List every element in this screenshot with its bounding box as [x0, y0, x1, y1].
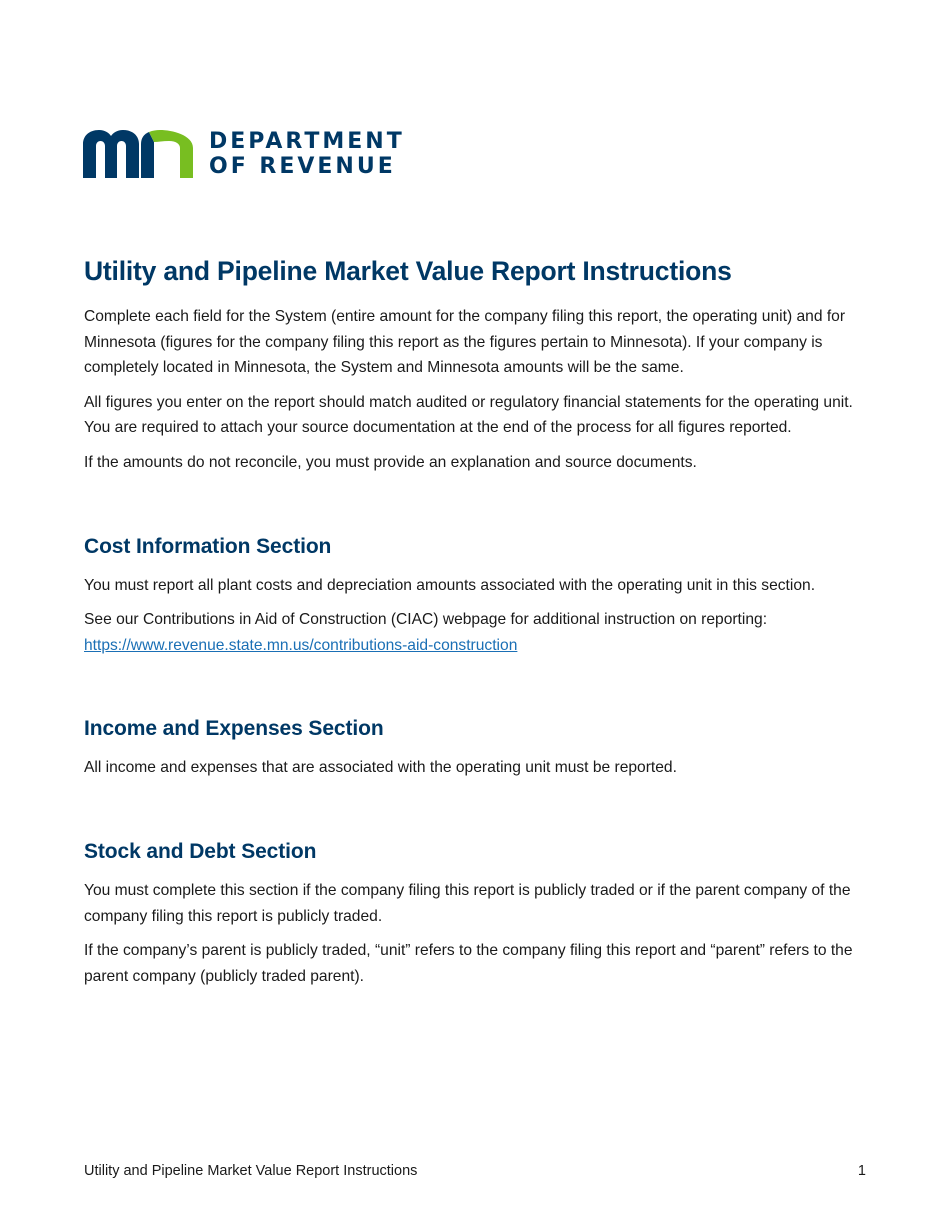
income-section-heading: Income and Expenses Section — [84, 717, 384, 741]
logo-wordmark — [209, 129, 405, 179]
page-number: 1 — [857, 1163, 866, 1179]
stock-section-heading: Stock and Debt Section — [84, 839, 317, 863]
intro-paragraph-2: All figures you enter on the report should match audited or regulatory financial statements for the operating unit. You are required to attach your source documentation at the end of the process for all figures reported. — [84, 393, 853, 437]
stock-section-paragraph-2: If the company’s parent is publicly traded, “unit” refers to the company filing this report and “parent” refers to the parent company (publicly traded parent). — [84, 942, 853, 985]
page-footer — [84, 1160, 866, 1182]
department-logo — [83, 128, 405, 180]
mn-logo-icon — [83, 130, 193, 178]
stock-debt-section — [84, 836, 874, 989]
cost-section-paragraph-2-text: See our Contributions in Aid of Construction (CIAC) webpage for additional instruction on reporting: — [84, 611, 768, 629]
intro-paragraph-1: Complete each field for the System (entire amount for the company filing this report, the operating unit) and for Minnesota (figures for the company filing this report as the figures pertain to Minnesota). If your company is completely located in Minnesota, the System and Minnesota amounts will be the same. — [84, 308, 846, 377]
cost-section-heading: Cost Information Section — [84, 534, 332, 558]
income-section-paragraph-1: All income and expenses that are associated with the operating unit must be reported. — [84, 759, 677, 777]
ciac-webpage-link[interactable]: https://www.revenue.state.mn.us/contributions-aid-construction — [84, 636, 518, 654]
logo-line-1: DEPARTMENT — [209, 129, 405, 154]
cost-information-section — [84, 531, 874, 659]
cost-section-paragraph-2 — [84, 607, 874, 658]
footer-title: Utility and Pipeline Market Value Report Instructions — [84, 1163, 418, 1179]
cost-section-paragraph-1: You must report all plant costs and depreciation amounts associated with the operating unit in this section. — [84, 576, 816, 594]
page-title: Utility and Pipeline Market Value Report Instructions — [84, 256, 732, 286]
stock-section-paragraph-1: You must complete this section if the company filing this report is publicly traded or if the parent company of the company filing this report is publicly traded. — [84, 881, 851, 925]
document-body — [84, 252, 874, 998]
logo-line-2: OF REVENUE — [209, 154, 396, 179]
intro-paragraph-3: If the amounts do not reconcile, you must provide an explanation and source documents. — [84, 453, 697, 471]
income-expenses-section — [84, 713, 874, 781]
